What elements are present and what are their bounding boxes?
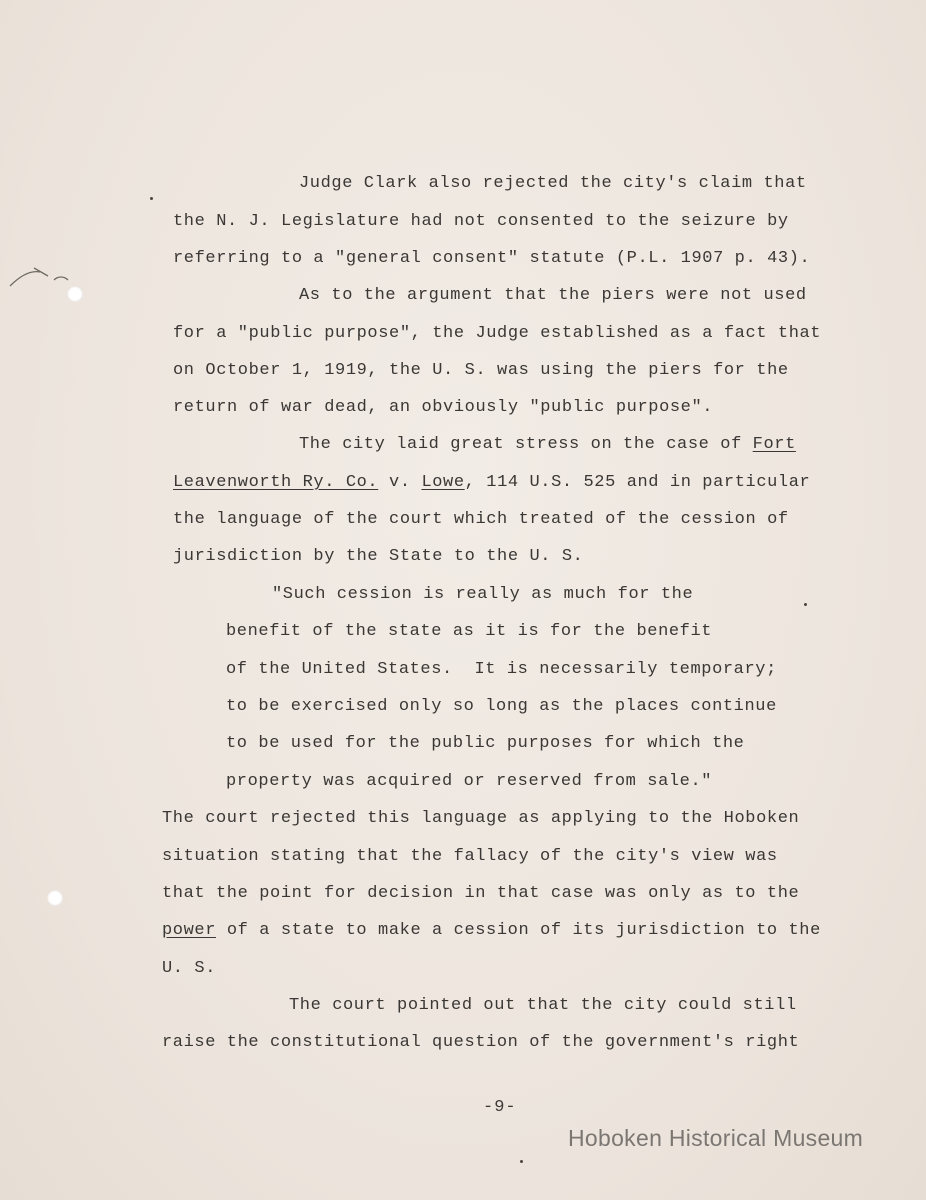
text-line: Judge Clark also rejected the city's claim that bbox=[299, 174, 807, 193]
speck bbox=[520, 1160, 523, 1163]
text-line: on October 1, 1919, the U. S. was using the piers for the bbox=[173, 361, 789, 380]
speck bbox=[150, 197, 153, 200]
quote-line: to be exercised only so long as the places continue bbox=[226, 697, 777, 716]
text-line bbox=[173, 473, 810, 493]
text-line: that the point for decision in that case was only as to the bbox=[162, 884, 800, 903]
text-line bbox=[162, 921, 821, 941]
text-line: As to the argument that the piers were not used bbox=[299, 286, 807, 305]
text-line bbox=[299, 435, 796, 455]
text-line: situation stating that the fallacy of the city's view was bbox=[162, 847, 778, 866]
page-number: -9- bbox=[483, 1098, 517, 1117]
text-segment: The city laid great stress on the case of bbox=[299, 435, 753, 454]
text-line: return of war dead, an obviously "public purpose". bbox=[173, 398, 714, 417]
text-line: the N. J. Legislature had not consented to the seizure by bbox=[173, 212, 789, 231]
text-line: U. S. bbox=[162, 959, 217, 978]
case-name-underlined: Fort bbox=[752, 435, 796, 454]
text-line: the language of the court which treated of the cession of bbox=[173, 510, 789, 529]
text-segment: v. bbox=[378, 473, 422, 492]
quote-line: property was acquired or reserved from sale." bbox=[226, 772, 713, 791]
text-line: The court rejected this language as applying to the Hoboken bbox=[162, 809, 800, 828]
text-line: raise the constitutional question of the government's right bbox=[162, 1033, 800, 1052]
quote-line: to be used for the public purposes for which the bbox=[226, 734, 745, 753]
text-segment: , 114 U.S. 525 and in particular bbox=[464, 473, 811, 492]
emphasis-underlined: power bbox=[162, 921, 217, 940]
quote-line: "Such cession is really as much for the bbox=[272, 585, 694, 604]
case-name-underlined: Leavenworth Ry. Co. bbox=[173, 473, 379, 492]
quote-line: of the United States. It is necessarily temporary; bbox=[226, 660, 777, 679]
case-name-underlined: Lowe bbox=[421, 473, 465, 492]
speck bbox=[804, 603, 807, 606]
text-line: for a "public purpose", the Judge established as a fact that bbox=[173, 324, 822, 343]
pencil-mark-icon bbox=[8, 262, 88, 302]
text-line: The court pointed out that the city could still bbox=[289, 996, 797, 1015]
text-line: jurisdiction by the State to the U. S. bbox=[173, 547, 584, 566]
punch-hole bbox=[47, 890, 63, 906]
text-segment: of a state to make a cession of its jurisdiction to the bbox=[216, 921, 821, 940]
text-line: referring to a "general consent" statute (P.L. 1907 p. 43). bbox=[173, 249, 811, 268]
quote-line: benefit of the state as it is for the benefit bbox=[226, 622, 713, 641]
museum-watermark: Hoboken Historical Museum bbox=[568, 1125, 864, 1151]
